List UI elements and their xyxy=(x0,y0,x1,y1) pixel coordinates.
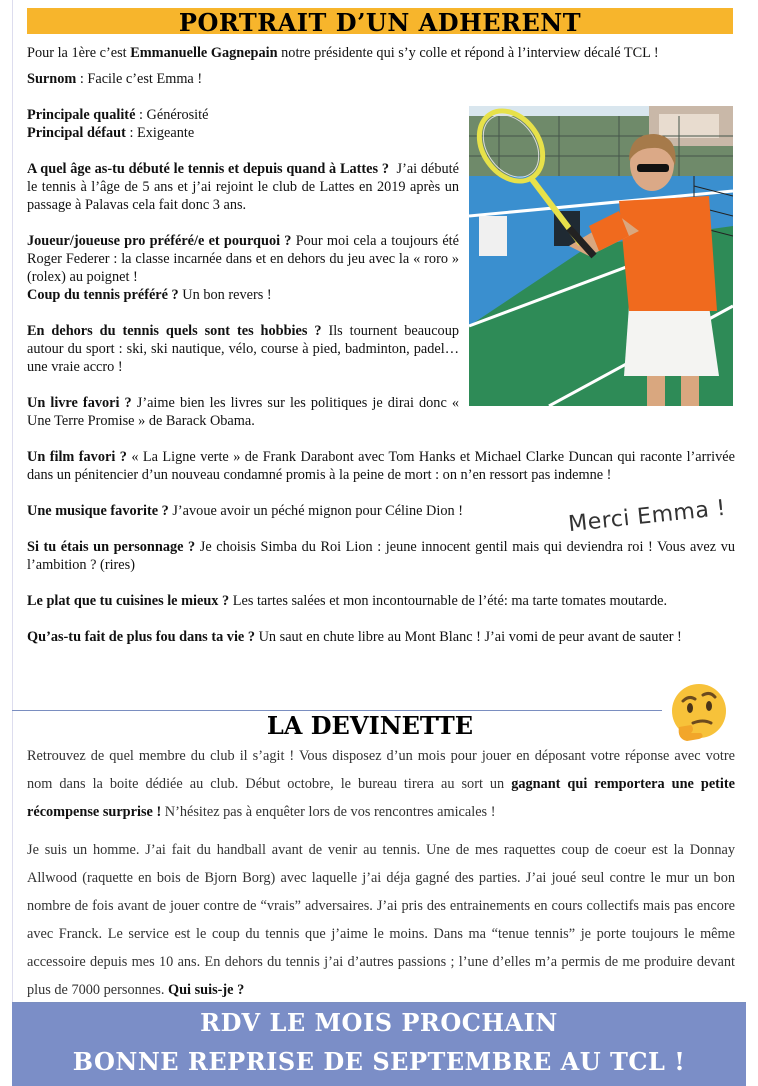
footer-line-1: RDV LE MOIS PROCHAIN xyxy=(200,1008,558,1037)
devinette-rules xyxy=(27,742,735,826)
answer: Un bon revers ! xyxy=(182,287,272,303)
qa-flaw xyxy=(27,124,459,142)
answer: J’aime bien les livres sur les politiques je dirai donc « Une Terre Promise » de Barack Obama. xyxy=(27,395,460,429)
thanks-handwriting: Merci Emma ! xyxy=(567,495,728,538)
answer: Facile c’est Emma ! xyxy=(87,71,203,87)
question: Surnom xyxy=(27,71,77,87)
question: Qu’as-tu fait de plus fou dans ta vie ? xyxy=(27,629,255,645)
footer-banner xyxy=(12,1003,746,1086)
devinette-title: LA DEVINETTE xyxy=(266,711,474,740)
answer: Un saut en chute libre au Mont Blanc ! J’ai vomi de peur avant de sauter ! xyxy=(258,629,682,645)
answer: Ils tournent beaucoup autour du sport : ski, ski nautique, vélo, course à pied, badminton, padel…une vraie accro ! xyxy=(27,323,459,375)
question: Un film favori ? xyxy=(27,449,127,465)
answer: Les tartes salées et mon incontournable de l’été: ma tarte tomates moutarde. xyxy=(232,593,668,609)
qa-nickname xyxy=(27,70,735,88)
qa-hobbies xyxy=(27,322,459,376)
footer-line-2: BONNE REPRISE DE SEPTEMBRE AU TCL ! xyxy=(72,1047,686,1076)
separator: : xyxy=(125,125,138,141)
separator: : xyxy=(76,71,88,87)
page-title: PORTRAIT D’UN ADHERENT xyxy=(178,8,582,37)
qa-favorite-shot xyxy=(27,286,459,304)
answer: « La Ligne verte » de Frank Darabont avec Tom Hanks et Michael Clarke Duncan qui raconte l’arrivée dans un pénitencier d’un nouveau condamné promis à la peine de mort : on n’en ressort pas indemne ! xyxy=(27,449,735,483)
rules-text-end: N’hésitez pas à enquêter lors de vos rencontres amicales ! xyxy=(161,804,496,820)
question: En dehors du tennis quels sont tes hobbies ? xyxy=(27,323,322,339)
answer: J’avoue avoir un péché mignon pour Céline Dion ! xyxy=(172,503,463,519)
separator xyxy=(389,161,397,177)
qa-book xyxy=(27,394,459,430)
qa-craziest xyxy=(27,628,735,646)
qa-start-age xyxy=(27,160,459,214)
question: Une musique favorite ? xyxy=(27,503,169,519)
devinette-riddle xyxy=(27,836,735,1004)
question: Le plat que tu cuisines le mieux ? xyxy=(27,593,230,609)
question: Principal défaut xyxy=(27,125,126,141)
qa-quality xyxy=(27,106,459,124)
answer: Pour moi cela a toujours été Roger Federer : la classe incarnée dans et en dehors du jeu avec la « roro » (rolex) au poignet ! xyxy=(27,233,459,285)
answer: J’ai débuté le tennis à l’âge de 5 ans et j’ai rejoint le club de Lattes en 2019 après un passage à Palavas cela fait donc 3 ans. xyxy=(27,161,460,213)
qa-film xyxy=(27,448,735,484)
question: Un livre favori ? xyxy=(27,395,132,411)
prize-text: gagnant qui remportera une petite récompense surprise ! xyxy=(27,776,736,820)
question: Principale qualité xyxy=(27,107,136,123)
riddle-text: Je suis un homme. J’ai fait du handball avant de venir au tennis. Une de mes raquettes coup de coeur est la Donnay Allwood (raquette en bois de Bjorn Borg) avec laquelle j’ai déja gagné des parties. J’ai joué seul contre le mur un bon nombre de fois avant de jouer contre de “vrais” adversaires. J’ai pris des entrainements en cours collectifs mais pas encore avec Franck. Le service est le coup du tennis que j’aime le moins. Dans ma “tenue tennis” je porte toujours le même accessoire depuis mes 10 ans. En dehors du tennis j’ai d’autres passions ; l’une d’elles m’a permis de me produire devant plus de 7000 personnes. xyxy=(27,842,735,998)
question: A quel âge as-tu débuté le tennis et depuis quand à Lattes ? xyxy=(27,161,389,177)
member-name: Emmanuelle Gagnepain xyxy=(130,45,278,61)
qa-favorite-pro xyxy=(27,232,459,286)
title-banner xyxy=(27,8,733,37)
rules-text: Retrouvez de quel membre du club il s’agit ! Vous disposez d’un mois pour jouer en déposant votre réponse avec votre nom dans la boite dédiée au club. Début octobre, le bureau tirera au sort un xyxy=(27,748,735,792)
answer: Je choisis Simba du Roi Lion : jeune innocent gentil mais qui deviendra roi ! Vous avez vu l’ambition ? (rires) xyxy=(27,539,735,573)
devinette-section xyxy=(27,742,735,1014)
riddle-question: Qui suis-je ? xyxy=(167,982,245,998)
intro-text-end: notre présidente qui s’y colle et répond à l’interview décalé TCL ! xyxy=(277,45,659,61)
answer: Exigeante xyxy=(137,125,195,141)
question: Si tu étais un personnage ? xyxy=(27,539,196,555)
intro-text: Pour la 1ère c’est xyxy=(27,45,131,61)
qa-character xyxy=(27,538,735,574)
question: Coup du tennis préféré ? xyxy=(27,287,179,303)
page-margin-rule xyxy=(12,0,13,1086)
qa-dish xyxy=(27,592,735,610)
question: Joueur/joueuse pro préféré/e et pourquoi ? xyxy=(27,233,292,249)
separator: : xyxy=(135,107,147,123)
interview-section xyxy=(27,44,735,646)
intro-paragraph xyxy=(27,44,735,62)
answer: Générosité xyxy=(146,107,209,123)
